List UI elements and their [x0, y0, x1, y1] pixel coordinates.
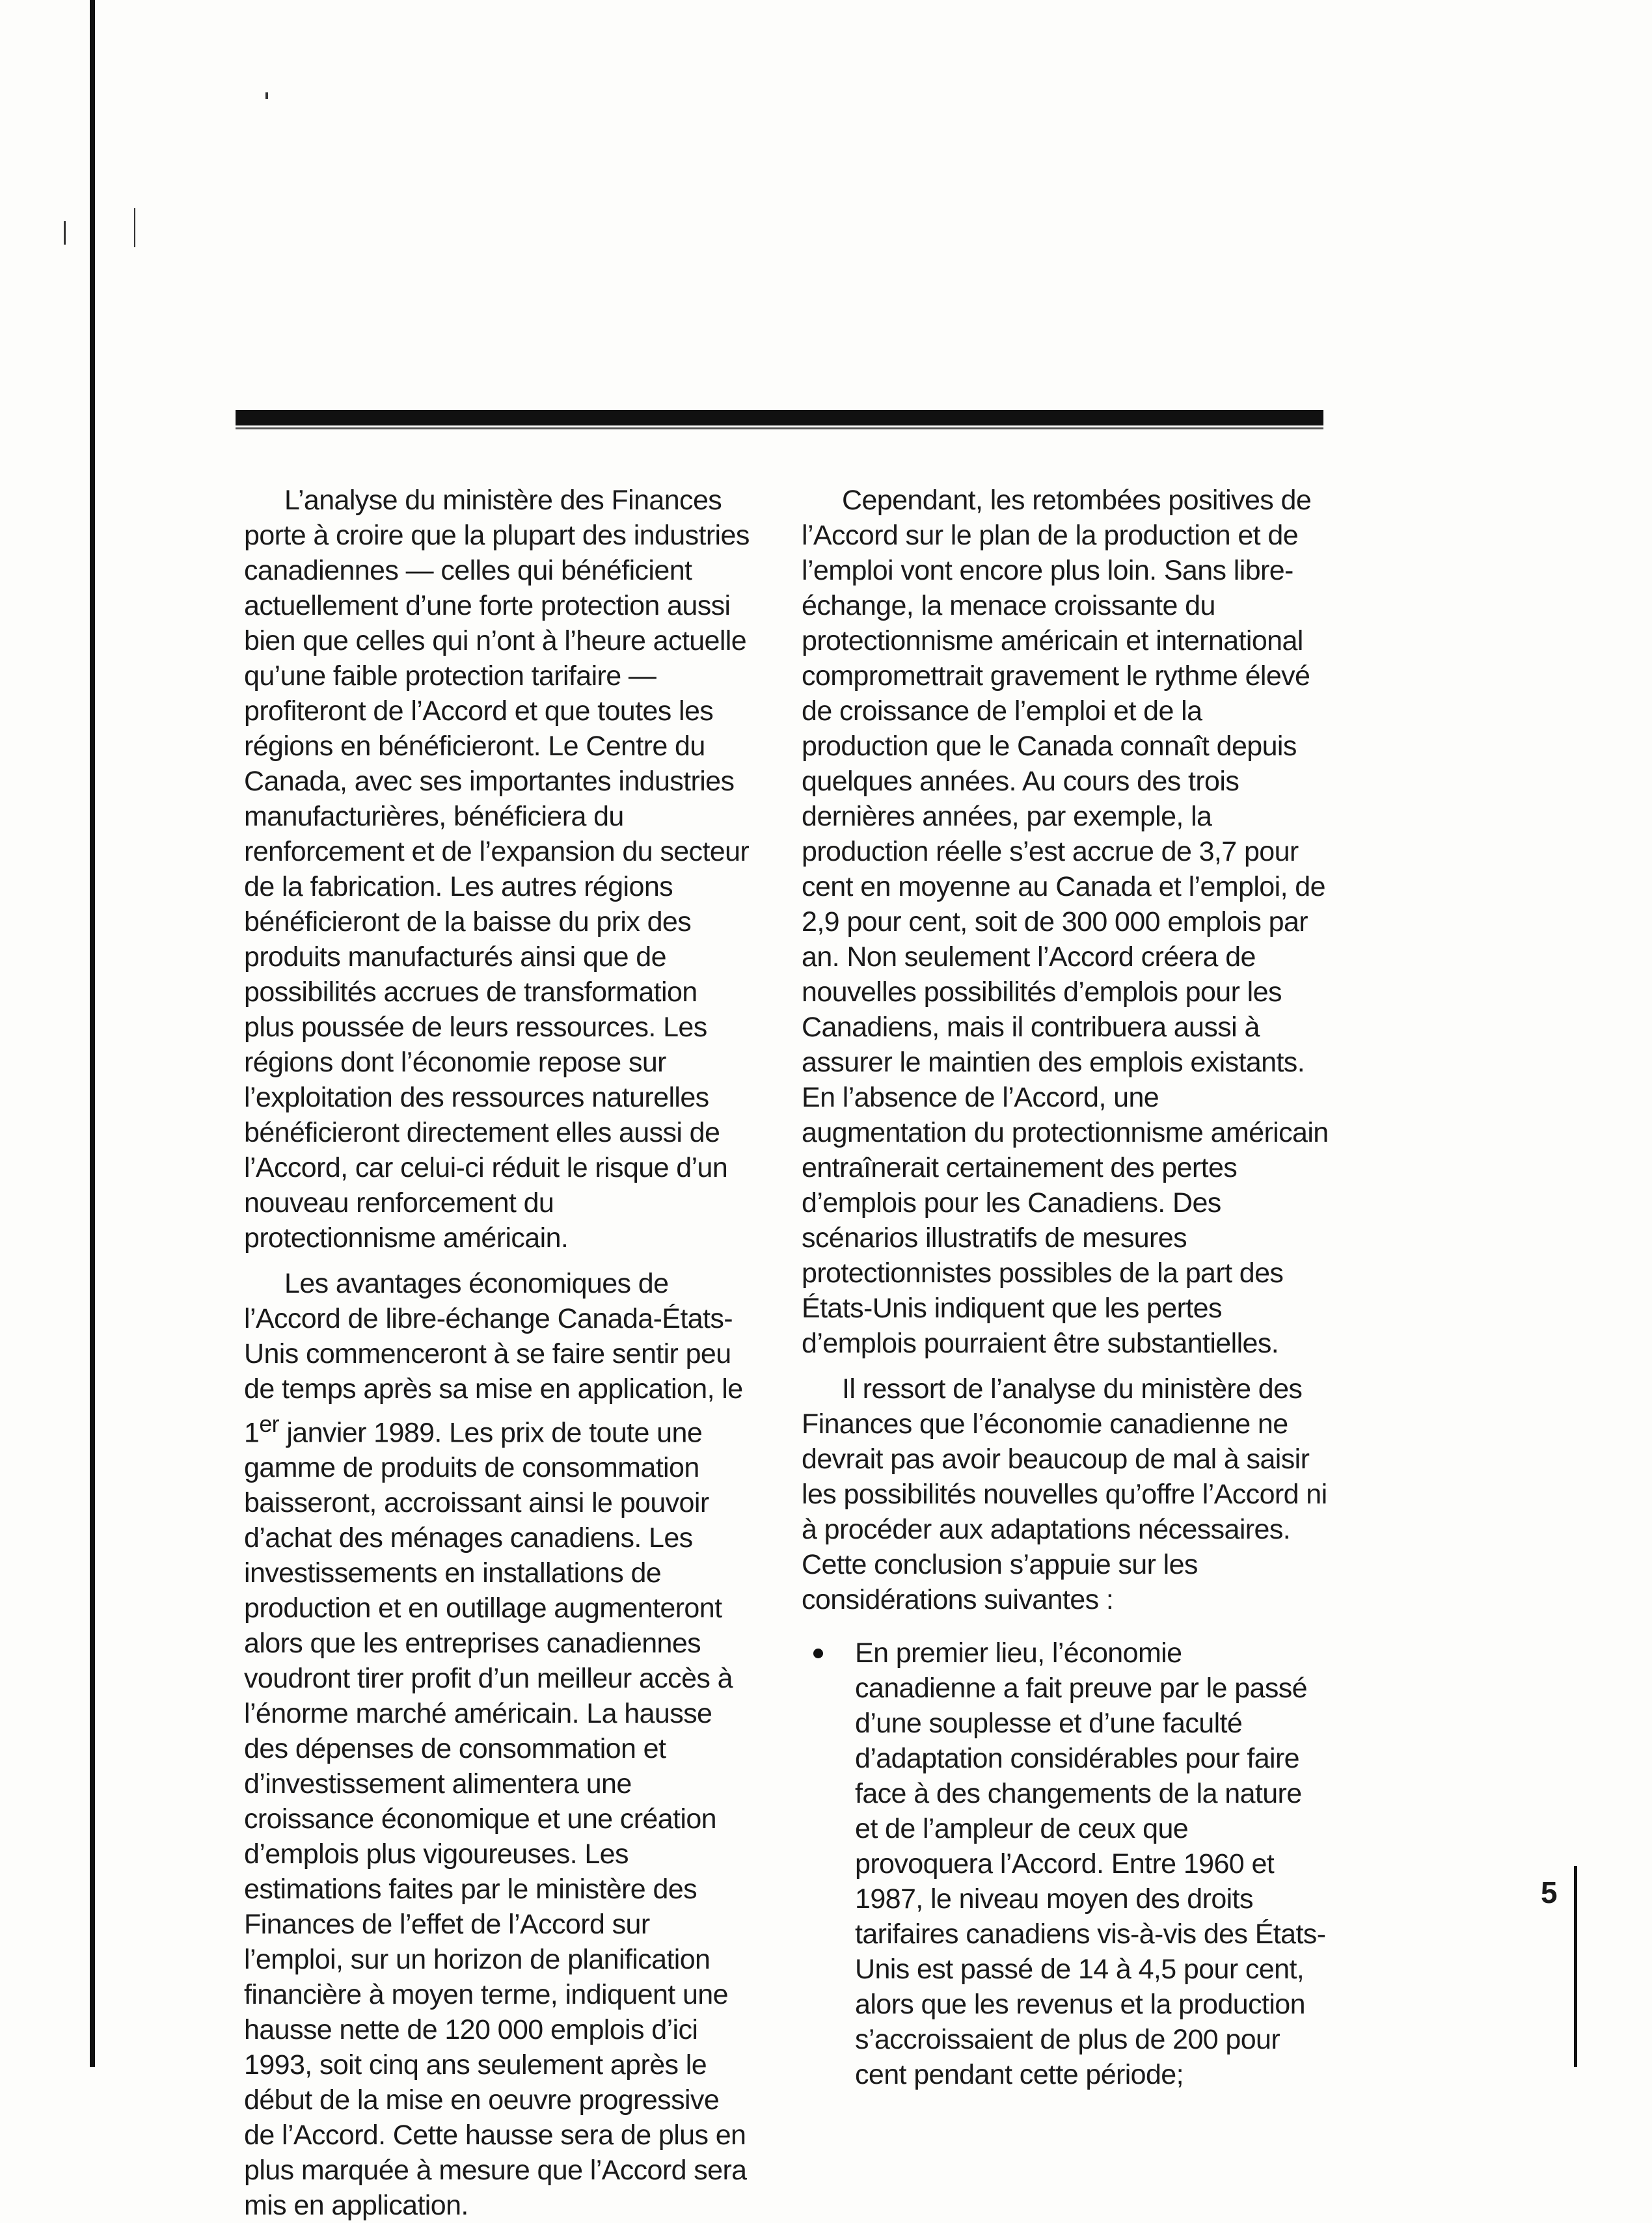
page-edge-bar: [1574, 1866, 1577, 2067]
section-divider-rule: [236, 410, 1323, 425]
ordinal-superscript: er: [259, 1411, 279, 1437]
body-paragraph: Cependant, les retombées positives de l’Accord sur le plan de la production et de l’emploi vont encore plus loin. Sans libre-échange, la menace croissante du protectionnisme américain et international compromettrait gravement le rythme élevé de croissance de l’emploi et de la production que le Canada connaît depuis quelques années. Au cours des trois dernières années, par exemple, la production réelle s’est accrue de 3,7 pour cent en moyenne au Canada et l’emploi, de 2,9 pour cent, soit de 300 000 emplois par an. Non seulement l’Accord créera de nouvelles possibilités d’emplois pour les Canadiens, mais il contribuera aussi à assurer le maintien des emplois existants. En l’absence de l’Accord, une augmentation du protectionnisme américain entraînerait certainement des pertes d’emplois pour les Canadiens. Des scénarios illustratifs de mesures protectionnistes possibles de la part des États-Unis indiquent que les pertes d’emplois pourraient être substantielles.: [802, 485, 1329, 1359]
bullet-text: En premier lieu, l’économie canadienne a fait preuve par le passé d’une souplesse et d’une faculté d’adaptation considérables pour faire face à des changements de la nature et de l’ampleur de ceux que provoquera l’Accord. Entre 1960 et 1987, le niveau moyen des droits tarifaires canadiens vis-à-vis des États-Unis est passé de 14 à 4,5 pour cent, alors que les revenus et la production s’accroissaient de plus de 200 pour cent pendant cette période;: [855, 1637, 1326, 2090]
left-column: [244, 483, 752, 2223]
bullet-list-item: [802, 1636, 1329, 2092]
scan-artifact-mark: [265, 92, 268, 99]
binding-edge-line: [90, 0, 95, 2067]
body-paragraph: [244, 1266, 752, 2223]
scan-artifact-mark: [134, 208, 135, 247]
right-column: [802, 483, 1329, 2092]
body-paragraph: L’analyse du ministère des Finances porte à croire que la plupart des industries canadiennes — celles qui bénéficient actuellement d’une forte protection aussi bien que celles qui n’ont à l’heure actuelle qu’une faible protection tarifaire — profiteront de l’Accord et que toutes les régions en bénéficieront. Le Centre du Canada, avec ses importantes industries manufacturières, bénéficiera du renforcement et de l’expansion du secteur de la fabrication. Les autres régions bénéficieront de la baisse du prix des produits manufacturés ainsi que de possibilités accrues de transformation plus poussée de leurs ressources. Les régions dont l’économie repose sur l’exploitation des ressources naturelles bénéficieront directement elles aussi de l’Accord, car celui-ci réduit le risque d’un nouveau renforcement du protectionnisme américain.: [244, 485, 750, 1254]
paragraph-text: Les avantages économiques de l’Accord de libre-échange Canada-États-Unis commenceront à se faire sentir peu de temps après sa mise en application, le 1: [244, 1268, 743, 1449]
scan-artifact-mark: [64, 221, 66, 245]
paragraph-text: janvier 1989. Les prix de toute une gamme de produits de consommation baisseront, accroissant ainsi le pouvoir d’achat des ménages canadiens. Les investissements en installations de production et en outillage augmenteront alors que les entreprises canadiennes voudront tirer profit d’un meilleur accès à l’énorme marché américain. La hausse des dépenses de consommation et d’investissement alimentera une croissance économique et une création d’emplois plus vigoureuses. Les estimations faites par le ministère des Finances de l’effet de l’Accord sur l’emploi, sur un horizon de planification financière à moyen terme, indiquent une hausse nette de 120 000 emplois d’ici 1993, soit cinq ans seulement après le début de la mise en oeuvre progressive de l’Accord. Cette hausse sera de plus en plus marquée à mesure que l’Accord sera mis en application.: [244, 1417, 747, 2222]
body-paragraph: Il ressort de l’analyse du ministère des Finances que l’économie canadienne ne devrait pas avoir beaucoup de mal à saisir les possibilités nouvelles qu’offre l’Accord ni à procéder aux adaptations nécessaires. Cette conclusion s’appuie sur les considérations suivantes :: [802, 1373, 1327, 1615]
page-number: 5: [1541, 1876, 1558, 1909]
bullet-icon: [813, 1649, 823, 1658]
